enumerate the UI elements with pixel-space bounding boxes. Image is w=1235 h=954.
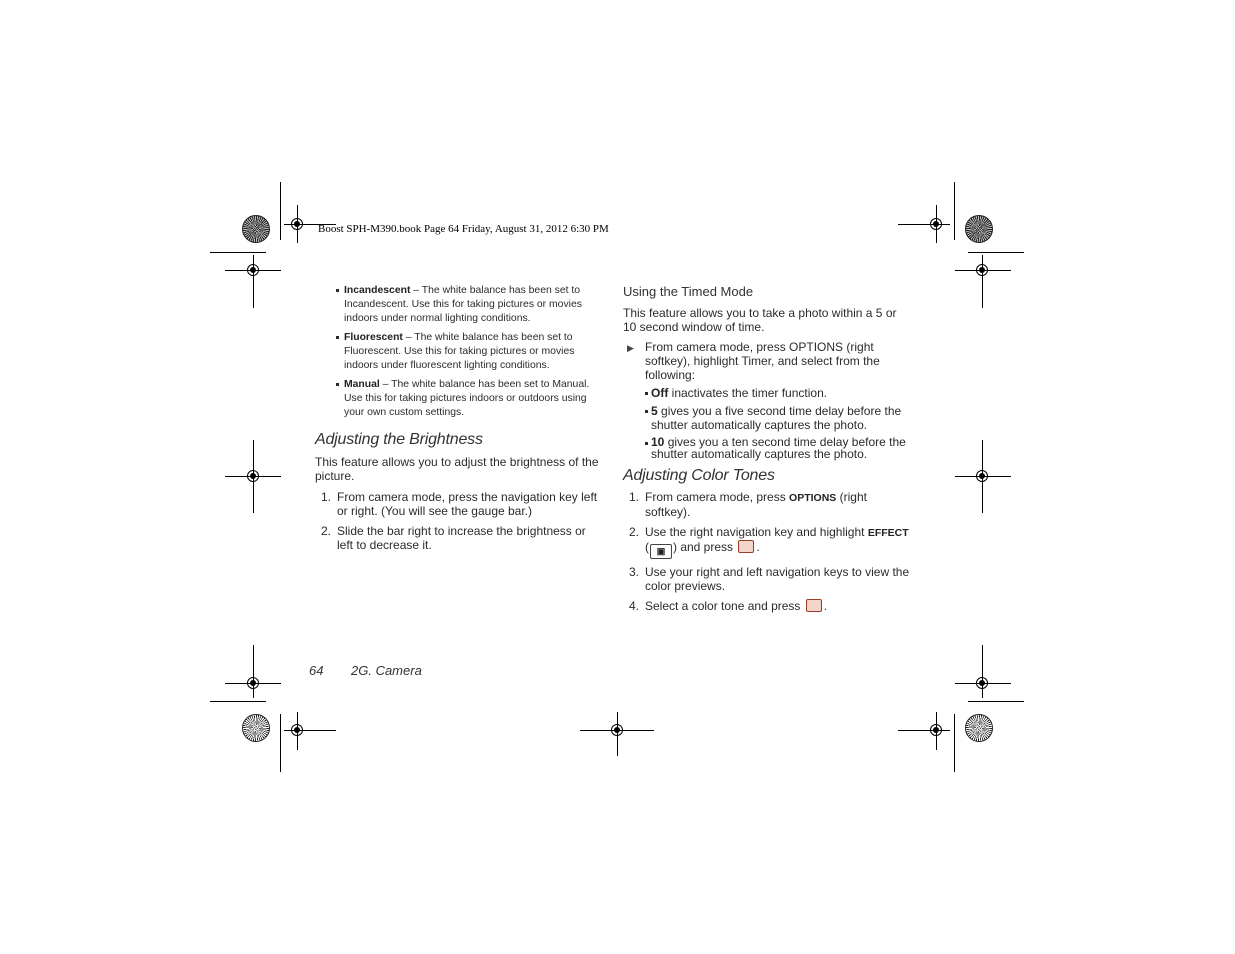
step xyxy=(623,565,913,593)
step-text: Use your right and left navigation keys to view the color previews. xyxy=(645,565,910,593)
description: – The white balance has been set to Manual. Use this for taking pictures indoors or outdoors using your own custom settings. xyxy=(344,379,590,418)
left-column xyxy=(315,284,605,558)
crop-line xyxy=(898,730,950,731)
crosshair-target-icon xyxy=(291,724,303,736)
effect-icon: ▣ xyxy=(650,544,672,559)
crop-line xyxy=(280,714,281,772)
effect-key-label: EFFECT xyxy=(867,527,909,539)
crop-line xyxy=(954,182,955,240)
step-number: 1. xyxy=(321,490,332,504)
ok-key-icon xyxy=(738,540,754,553)
step-text: ( xyxy=(645,540,649,554)
crop-line xyxy=(982,645,983,698)
book-header: Boost SPH-M390.book Page 64 Friday, August 31, 2012 6:30 PM xyxy=(318,223,609,235)
step xyxy=(623,525,913,559)
crosshair-target-icon xyxy=(930,218,942,230)
step xyxy=(315,524,605,552)
step xyxy=(623,490,913,519)
crosshair-target-icon xyxy=(247,470,259,482)
section-label: 2G. Camera xyxy=(351,663,422,678)
step-text: Select a color tone and press xyxy=(645,599,804,613)
description: gives you a ten second time delay before the shutter automatically captures the photo. xyxy=(651,435,906,461)
crosshair-target-icon xyxy=(611,724,623,736)
crop-line xyxy=(253,255,254,308)
square-bullet-icon xyxy=(336,336,339,339)
section-title: Adjusting the Brightness xyxy=(315,431,483,448)
options-key-label: OPTIONS xyxy=(789,492,837,504)
crop-line xyxy=(968,701,1024,702)
square-bullet-icon xyxy=(336,289,339,292)
crop-line xyxy=(210,252,266,253)
step-number: 1. xyxy=(629,490,640,504)
section-title: Adjusting Color Tones xyxy=(623,467,775,484)
white-balance-list xyxy=(315,284,605,420)
step-text: ) and press xyxy=(673,540,737,554)
step-number: 2. xyxy=(629,525,640,539)
crop-line xyxy=(982,255,983,308)
term: 5 xyxy=(651,404,658,418)
term: 10 xyxy=(651,435,665,449)
term: Fluorescent xyxy=(344,332,403,343)
term: Manual xyxy=(344,379,380,390)
crosshair-target-icon xyxy=(976,264,988,276)
crosshair-target-icon xyxy=(976,470,988,482)
crop-line xyxy=(280,182,281,240)
step-number: 2. xyxy=(321,524,332,538)
step-text: Slide the bar right to increase the brightness or left to decrease it. xyxy=(337,524,586,552)
crop-line xyxy=(954,714,955,772)
page-number: 64 xyxy=(309,663,324,678)
registration-circle-icon xyxy=(965,215,993,243)
instruction-text: From camera mode, press OPTIONS (right softkey), highlight Timer, and select from the following: xyxy=(645,340,880,382)
list-item xyxy=(336,378,605,420)
list-item xyxy=(645,404,913,432)
step-text: From camera mode, press the navigation key left or right. (You will see the gauge bar.) xyxy=(337,490,598,518)
right-column xyxy=(623,285,913,619)
triangle-bullet-icon: ▶ xyxy=(627,343,634,353)
description: – The white balance has been set to Incandescent. Use this for taking pictures or movies indoors under normal lighting conditions. xyxy=(344,285,582,324)
step-number: 4. xyxy=(629,599,640,613)
step-text: . xyxy=(756,540,760,554)
term: Off xyxy=(651,386,669,400)
step-text: (right softkey). xyxy=(645,490,867,519)
step-text: From camera mode, press xyxy=(645,490,790,504)
crosshair-target-icon xyxy=(291,218,303,230)
crop-line xyxy=(210,701,266,702)
square-bullet-icon xyxy=(645,410,648,413)
square-bullet-icon xyxy=(645,442,648,445)
description: – The white balance has been set to Fluorescent. Use this for taking pictures or movies indoors under fluorescent lighting conditions. xyxy=(344,332,575,371)
list-item xyxy=(336,284,605,326)
list-item xyxy=(645,386,913,400)
term: Incandescent xyxy=(344,285,411,296)
crosshair-target-icon xyxy=(247,264,259,276)
step xyxy=(315,490,605,518)
crop-line xyxy=(898,224,950,225)
list-item xyxy=(645,436,913,460)
step-text: Use the right navigation key and highlight xyxy=(645,525,868,539)
description: gives you a five second time delay before the shutter automatically captures the photo. xyxy=(651,404,902,432)
registration-circle-icon xyxy=(242,714,270,742)
description: inactivates the timer function. xyxy=(668,386,828,400)
instruction-item xyxy=(623,340,913,382)
intro-paragraph: This feature allows you to adjust the brightness of the picture. xyxy=(315,455,599,483)
step-number: 3. xyxy=(629,565,640,579)
registration-circle-icon xyxy=(242,215,270,243)
crosshair-target-icon xyxy=(976,677,988,689)
crosshair-target-icon xyxy=(930,724,942,736)
list-item xyxy=(336,331,605,373)
intro-paragraph: This feature allows you to take a photo within a 5 or 10 second window of time. xyxy=(623,306,897,334)
crosshair-target-icon xyxy=(247,677,259,689)
crop-line xyxy=(968,252,1024,253)
crop-line xyxy=(253,645,254,698)
registration-circle-icon xyxy=(965,714,993,742)
section-heading: Using the Timed Mode xyxy=(623,284,754,299)
step xyxy=(623,599,913,613)
square-bullet-icon xyxy=(336,383,339,386)
square-bullet-icon xyxy=(645,392,648,395)
step-text: . xyxy=(823,599,828,613)
ok-key-icon xyxy=(806,599,822,612)
